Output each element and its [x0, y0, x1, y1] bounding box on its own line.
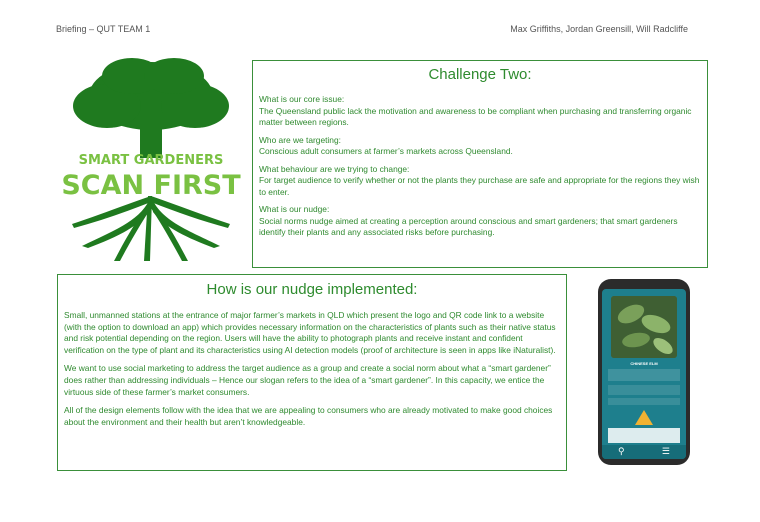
- qa-item: [253, 164, 707, 199]
- plant-photo: [611, 296, 677, 358]
- answer: Social norms nudge aimed at creating a perception around conscious and smart gardeners; that smart gardeners identify their plants and any associated risks before purchasing.: [259, 215, 678, 237]
- nudge-paragraph: Small, unmanned stations at the entrance of major farmer’s markets in QLD which present the logo and QR code link to a website (with the option to download an app) which provides necessary information on the characteristics of plants such as their native status and risk potential depending on the region. Users will have the ability to photograph plants and receive instant and confident verification on the type of plant and its characteristics using AI detection models (proof of architecture is seen in apps like iNaturalist).: [64, 310, 556, 355]
- qa-item: [253, 135, 707, 158]
- smart-gardeners-logo: [52, 56, 250, 266]
- warning-text-block: [608, 428, 680, 443]
- nudge-paragraph: We want to use social marketing to address the target audience as a group and create a social norm about what a “smart gardener” does rather than addressing individuals – Hence our slogan refers to the idea of a “smart gardener”. In this capacity, we entice the virtuous side of these farmer’s market consumers.: [64, 363, 551, 397]
- question: Who are we targeting:: [259, 134, 341, 145]
- header-authors: Max Griffiths, Jordan Greensill, Will Radcliffe: [510, 24, 688, 34]
- phone-mockup: [598, 279, 690, 465]
- plant-info-text: [608, 385, 680, 395]
- qa-item: [253, 204, 707, 239]
- plant-info-text: [608, 369, 680, 381]
- nudge-title: How is our nudge implemented:: [206, 281, 418, 298]
- qa-item: [253, 94, 707, 129]
- question: What behaviour are we trying to change:: [259, 163, 410, 174]
- challenge-box: [252, 60, 708, 268]
- app-screen: [602, 289, 686, 459]
- logo-line2: SCAN FIRST: [61, 170, 241, 201]
- plant-name: CHINESE ELM: [630, 361, 658, 366]
- plant-info-text: [608, 398, 680, 405]
- menu-icon[interactable]: ☰: [661, 446, 670, 456]
- nudge-box: [57, 274, 567, 471]
- header-team: Briefing – QUT TEAM 1: [56, 24, 151, 34]
- nudge-paragraph: All of the design elements follow with the idea that we are appealing to consumers who are already motivated to make good choices about the environment and their health but aren’t knowledgeable.: [64, 405, 553, 427]
- logo-line1: SMART GARDENERS: [78, 153, 224, 168]
- answer: For target audience to verify whether or not the plants they purchase are safe and appropriate for the regions they wish to enter.: [259, 175, 700, 197]
- search-icon[interactable]: ⚲: [618, 446, 625, 456]
- answer: The Queensland public lack the motivation and awareness to be compliant when purchasing and transferring organic matter between regions.: [259, 105, 692, 127]
- answer: Conscious adult consumers at farmer’s markets across Queensland.: [259, 146, 513, 156]
- question: What is our core issue:: [259, 94, 345, 104]
- challenge-title: Challenge Two:: [428, 66, 532, 83]
- warning-icon: [635, 410, 653, 425]
- question: What is our nudge:: [259, 204, 330, 214]
- app-bottom-bar: [602, 445, 686, 459]
